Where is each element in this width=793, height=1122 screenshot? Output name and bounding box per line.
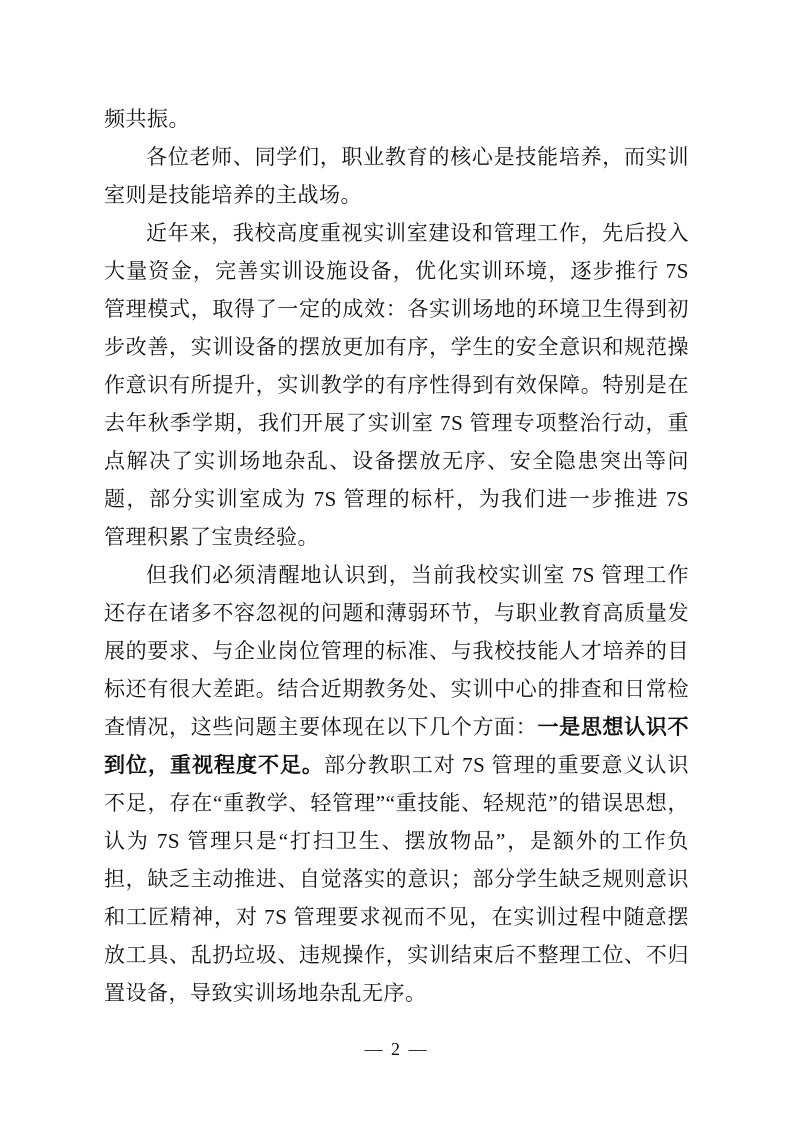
paragraph-continuation — [104, 100, 689, 138]
paragraph-text: 频共振。 — [104, 107, 190, 131]
page-number: — 2 — — [364, 1039, 429, 1059]
paragraph-text: 近年来，我校高度重视实训室建设和管理工作，先后投入大量资金，完善实训设施设备，优化实训环境，逐步推行 7S 管理模式，取得了一定的成效：各实训场地的环境卫生得到初步改善，实训设备的摆放更加有序，学生的安全意识和规范操作意识有所提升，实训教学的有序性得到有效保障。特别是在去年秋季学期，我们开展了实训室 7S 管理专项整治行动，重点解决了实训场地杂乱、设备摆放无序、安全隐患突出等问题，部分实训室成为 7S 管理的标杆，为我们进一步推进 7S 管理积累了宝贵经验。 — [104, 221, 689, 549]
paragraph — [104, 214, 689, 556]
paragraph-text: 但我们必须清醒地认识到，当前我校实训室 7S 管理工作还存在诸多不容忽视的问题和薄弱环节，与职业教育高质量发展的要求、与企业岗位管理的标准、与我校技能人才培养的目标还有很大差距。结合近期教务处、实训中心的排查和日常检查情况，这些问题主要体现在以下几个方面： — [104, 563, 689, 739]
paragraph-text: 部分教职工对 7S 管理的重要意义认识不足，存在“重教学、轻管理”“重技能、轻规范”的错误思想，认为 7S 管理只是“打扫卫生、摆放物品”，是额外的工作负担，缺乏主动推进、自觉落实的意识；部分学生缺乏规则意识和工匠精神，对 7S 管理要求视而不见，在实训过程中随意摆放工具、乱扔垃圾、违规操作，实训结束后不整理工位、不归置设备，导致实训场地杂乱无序。 — [104, 753, 689, 1005]
paragraph-text-bold: 一是思想认识不到位，重视程度不足。 — [104, 715, 690, 777]
paragraph — [104, 138, 689, 214]
document-body — [104, 100, 689, 1012]
paragraph-text: 各位老师、同学们，职业教育的核心是技能培养，而实训室则是技能培养的主战场。 — [104, 145, 689, 207]
paragraph — [104, 556, 689, 1012]
